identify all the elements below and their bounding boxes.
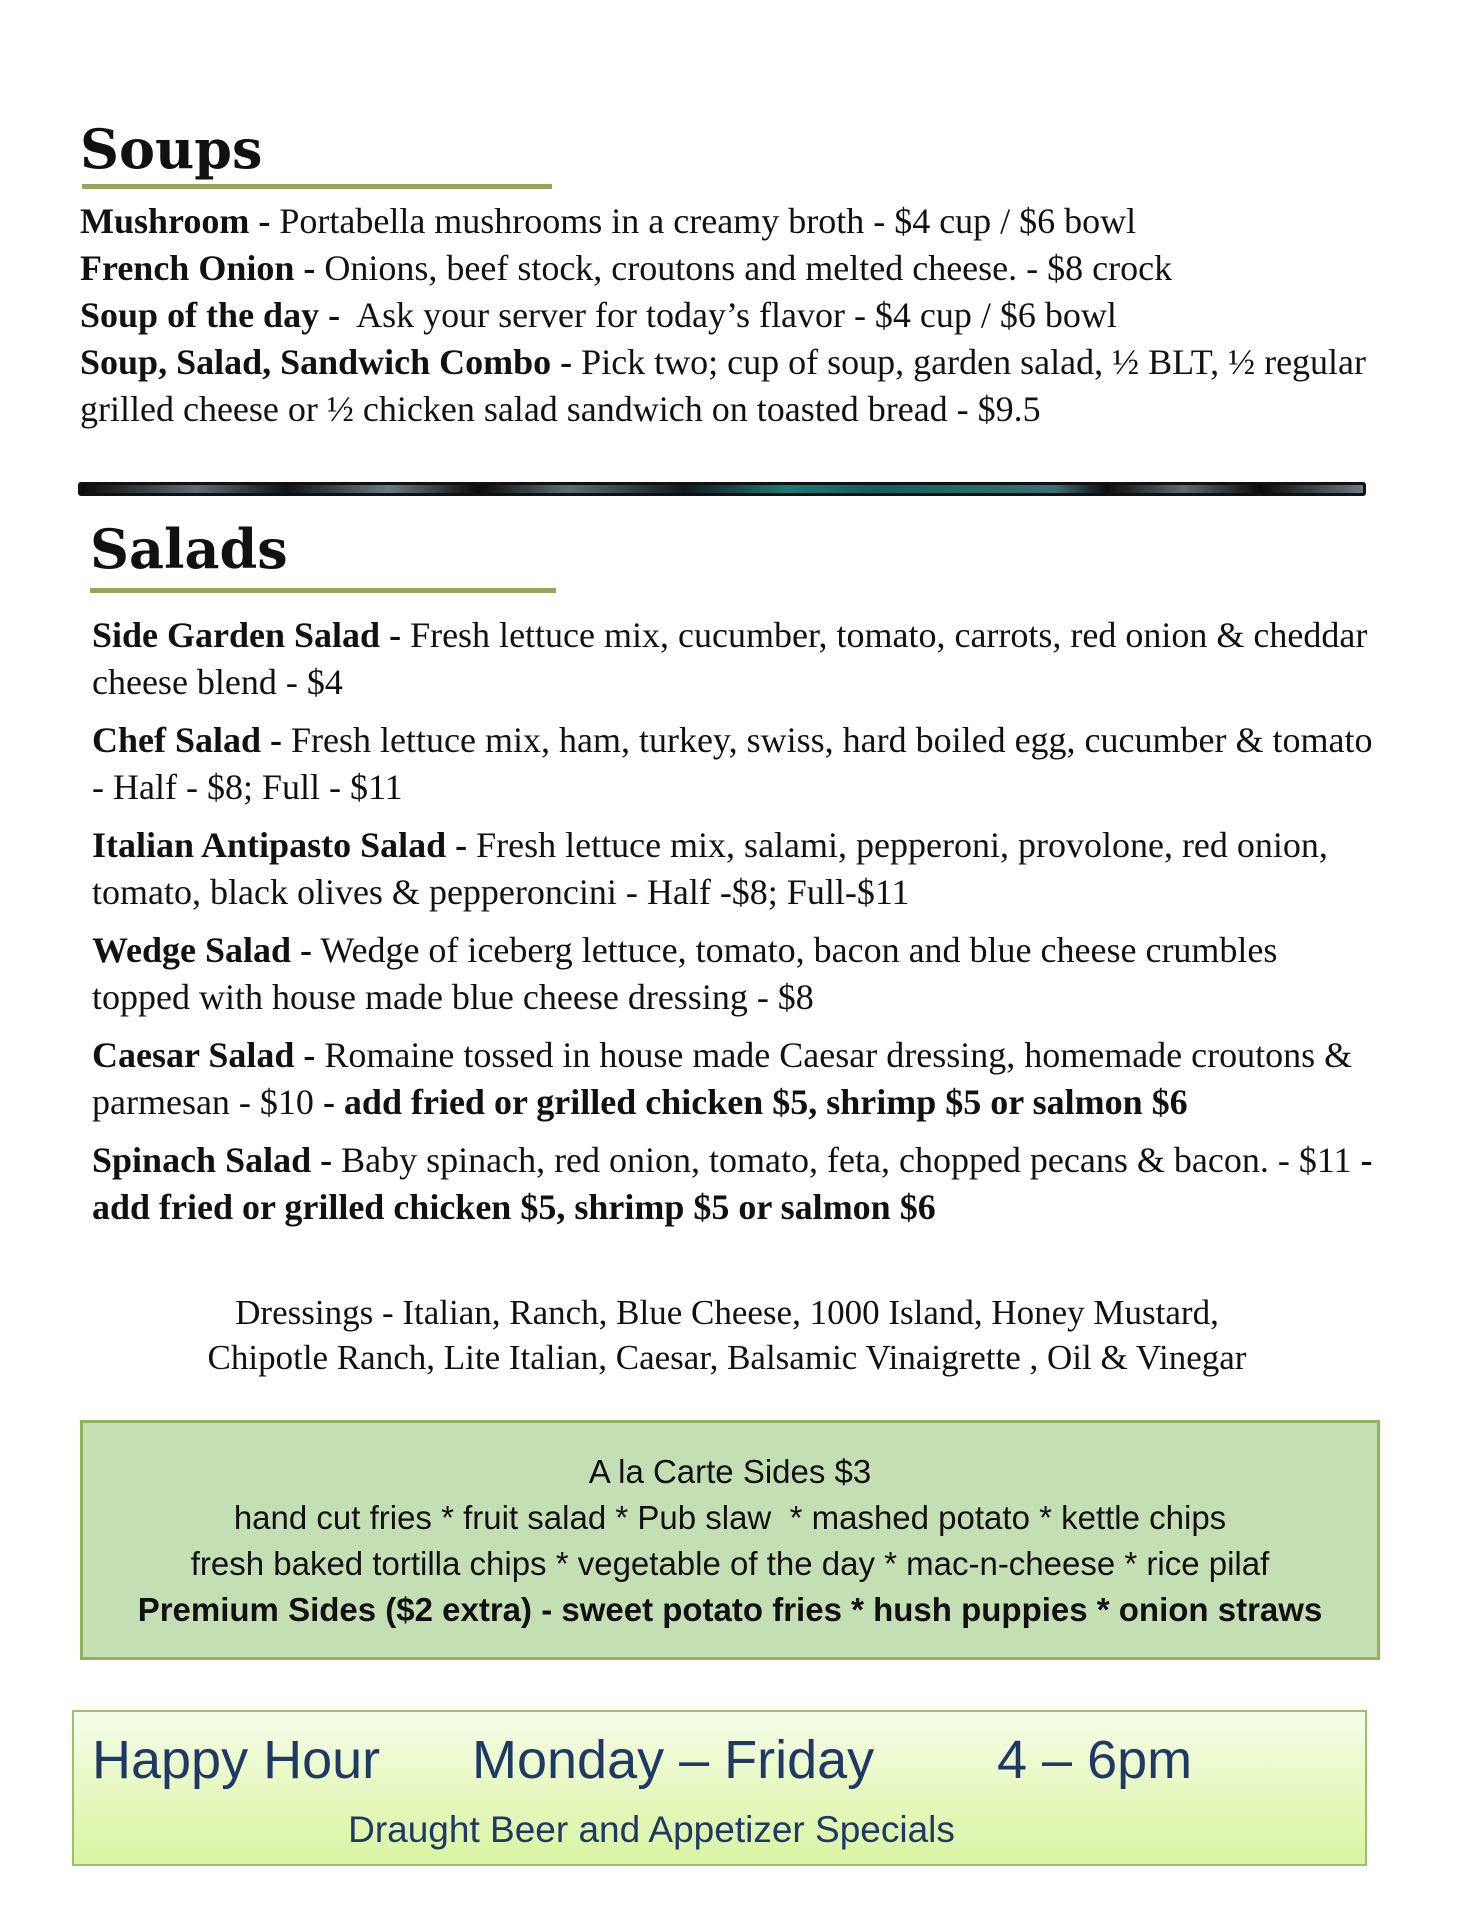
dressings-line: Dressings - Italian, Ranch, Blue Cheese, 1000 Island, Honey Mustard,: [235, 1293, 1219, 1332]
salad-item: [92, 717, 1382, 811]
salads-list: [92, 612, 1382, 1242]
salad-item: [92, 927, 1382, 1021]
soup-item-description: Portabella mushrooms in a creamy broth - $4 cup / $6 bowl: [270, 201, 1137, 241]
salad-item-description: Fresh lettuce mix, ham, turkey, swiss, hard boiled egg, cucumber & tomato - Half - $8; Full - $11: [92, 720, 1373, 807]
soup-item: [80, 245, 1410, 292]
salads-heading: Salads: [90, 517, 288, 581]
premium-sides: Premium Sides ($2 extra) - sweet potato fries * hush puppies * onion straws: [137, 1591, 1323, 1628]
happy-hour-subtitle: Draught Beer and Appetizer Specials: [348, 1809, 955, 1850]
salad-item: [92, 612, 1382, 706]
soups-list: [80, 198, 1410, 433]
salad-item-name: Caesar Salad -: [92, 1035, 316, 1075]
happy-hour-title: Happy Hour: [92, 1730, 381, 1790]
salad-item-name: Wedge Salad -: [92, 930, 313, 970]
section-divider: [78, 482, 1366, 496]
salad-item-description: Baby spinach, red onion, tomato, feta, chopped pecans & bacon. - $11: [332, 1140, 1352, 1180]
dressings-list: [92, 1290, 1362, 1380]
soups-heading-rule: [82, 184, 552, 189]
soup-item-name: Soup, Salad, Sandwich Combo -: [80, 342, 573, 382]
soup-item-description: Onions, beef stock, croutons and melted cheese. - $8 crock: [315, 248, 1173, 288]
salads-heading-rule: [90, 588, 556, 593]
salad-item-addon: - add fried or grilled chicken $5, shrimp $5 or salmon $6: [313, 1082, 1188, 1122]
happy-hour-days: Monday – Friday: [472, 1730, 875, 1790]
salad-item: [92, 822, 1382, 916]
happy-hour-schedule: [92, 1728, 1192, 1792]
soup-item-name: Soup of the day -: [80, 295, 341, 335]
soup-item-name: French Onion -: [80, 248, 316, 288]
salad-item-description: Fresh lettuce mix, salami, pepperoni, provolone, red onion, tomato, black olives & pepperoncini - Half -$8; Full-$11: [92, 825, 1328, 912]
soup-item: [80, 292, 1410, 339]
sides-line: fresh baked tortilla chips * vegetable of the day * mac-n-cheese * rice pilaf: [190, 1545, 1270, 1582]
salad-item-name: Spinach Salad -: [92, 1140, 333, 1180]
sides-line: hand cut fries * fruit salad * Pub slaw * mashed potato * kettle chips: [233, 1499, 1227, 1536]
sides-box: [80, 1420, 1380, 1660]
happy-hour-banner: [72, 1710, 1367, 1866]
soup-item-name: Mushroom -: [80, 201, 271, 241]
salad-item-name: Side Garden Salad -: [92, 615, 402, 655]
salad-item: [92, 1032, 1382, 1126]
soups-heading: Soups: [80, 117, 263, 181]
salad-item-description: Wedge of iceberg lettuce, tomato, bacon and blue cheese crumbles topped with house made blue cheese dressing - $8: [92, 930, 1278, 1017]
salad-item-name: Italian Antipasto Salad -: [92, 825, 468, 865]
salad-item: [92, 1137, 1382, 1231]
salad-item-addon: - add fried or grilled chicken $5, shrimp $5 or salmon $6: [92, 1140, 1373, 1227]
soup-item: [80, 339, 1370, 433]
happy-hour-time: 4 – 6pm: [997, 1730, 1193, 1790]
soup-item-description: Ask your server for today’s flavor - $4 cup / $6 bowl: [340, 295, 1117, 335]
sides-title: A la Carte Sides $3: [588, 1453, 872, 1490]
salad-item-description: Fresh lettuce mix, cucumber, tomato, carrots, red onion & cheddar cheese blend - $4: [92, 615, 1368, 702]
soup-item: [80, 198, 1410, 245]
soup-item-description: Pick two; cup of soup, garden salad, ½ BLT, ½ regular grilled cheese or ½ chicken salad sandwich on toasted bread - $9.5: [80, 342, 1367, 429]
dressings-line: Chipotle Ranch, Lite Italian, Caesar, Balsamic Vinaigrette , Oil & Vinegar: [207, 1338, 1247, 1377]
salad-item-name: Chef Salad -: [92, 720, 283, 760]
salad-item-description: Romaine tossed in house made Caesar dressing, homemade croutons & parmesan - $10: [92, 1035, 1353, 1122]
